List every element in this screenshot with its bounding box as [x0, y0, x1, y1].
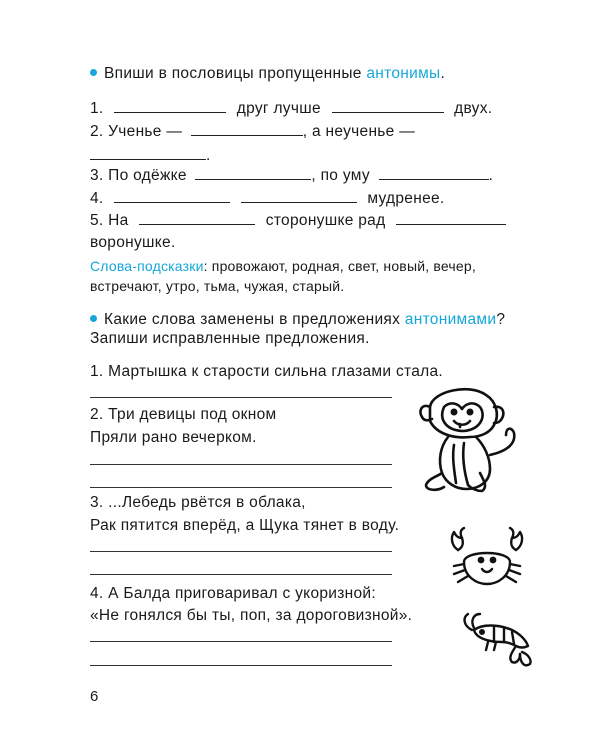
- answer-line[interactable]: [90, 464, 392, 465]
- sentence-1: 1. Мартышка к старости сильна глазами стала.: [90, 363, 444, 380]
- answer-blank[interactable]: [396, 210, 506, 225]
- answer-blank[interactable]: [241, 188, 357, 203]
- answer-blank[interactable]: [191, 121, 303, 136]
- answer-blank[interactable]: [90, 145, 206, 160]
- answer-blank[interactable]: [114, 98, 226, 113]
- answer-line[interactable]: [90, 551, 392, 552]
- bullet-icon: [90, 315, 97, 322]
- sentence-3-line-1: 3. ...Лебедь рвётся в облака,: [90, 494, 306, 511]
- proverb-5-cont: воронушке.: [90, 234, 176, 251]
- task2-instruction-2: Запиши исправленные предложения.: [90, 330, 370, 347]
- answer-line[interactable]: [90, 574, 392, 575]
- proverb-2-cont: .: [90, 145, 211, 166]
- answer-line[interactable]: [90, 487, 392, 488]
- sentence-2-line-1: 2. Три девицы под окном: [90, 406, 277, 423]
- sentence-3-line-2: Рак пятится вперёд, а Щука тянет в воду.: [90, 517, 400, 534]
- task2-instruction: Какие слова заменены в предложениях антонимами?: [90, 310, 505, 330]
- answer-blank[interactable]: [379, 165, 489, 180]
- answer-line[interactable]: [90, 665, 392, 666]
- page-number: 6: [90, 688, 99, 705]
- answer-blank[interactable]: [114, 188, 230, 203]
- answer-blank[interactable]: [332, 98, 444, 113]
- task1-instruction: Впиши в пословицы пропущенные антонимы.: [90, 64, 445, 84]
- proverb-1: 1. друг лучше двух.: [90, 100, 493, 117]
- proverb-5: 5. На сторонушке рад: [90, 210, 506, 231]
- sentence-4-line-1: 4. А Балда приговаривал с укоризной:: [90, 585, 376, 602]
- shrimp-illustration: [458, 612, 538, 672]
- task1-keyword: антонимы: [366, 65, 441, 82]
- proverb-3: 3. По одёжке , по уму .: [90, 167, 494, 184]
- answer-blank[interactable]: [139, 210, 255, 225]
- monkey-illustration: [410, 385, 530, 497]
- proverb-2: 2. Ученье — , а неученье —: [90, 123, 416, 140]
- answer-blank[interactable]: [195, 165, 311, 180]
- sentence-2-line-2: Пряли рано вечерком.: [90, 429, 257, 446]
- hint-line-2: встречают, утро, тьма, чужая, старый.: [90, 278, 345, 294]
- crab-illustration: [444, 528, 530, 594]
- proverb-4: 4. мудренее.: [90, 190, 445, 207]
- answer-line[interactable]: [90, 397, 392, 398]
- sentence-4-line-2: «Не гонялся бы ты, поп, за дороговизной».: [90, 607, 413, 624]
- bullet-icon: [90, 69, 97, 76]
- task2-keyword: антонимами: [404, 311, 497, 328]
- answer-line[interactable]: [90, 641, 392, 642]
- hint-label: Слова-подсказки: [90, 258, 204, 274]
- hint-line-1: Слова-подсказки: провожают, родная, свет, новый, вечер,: [90, 258, 476, 274]
